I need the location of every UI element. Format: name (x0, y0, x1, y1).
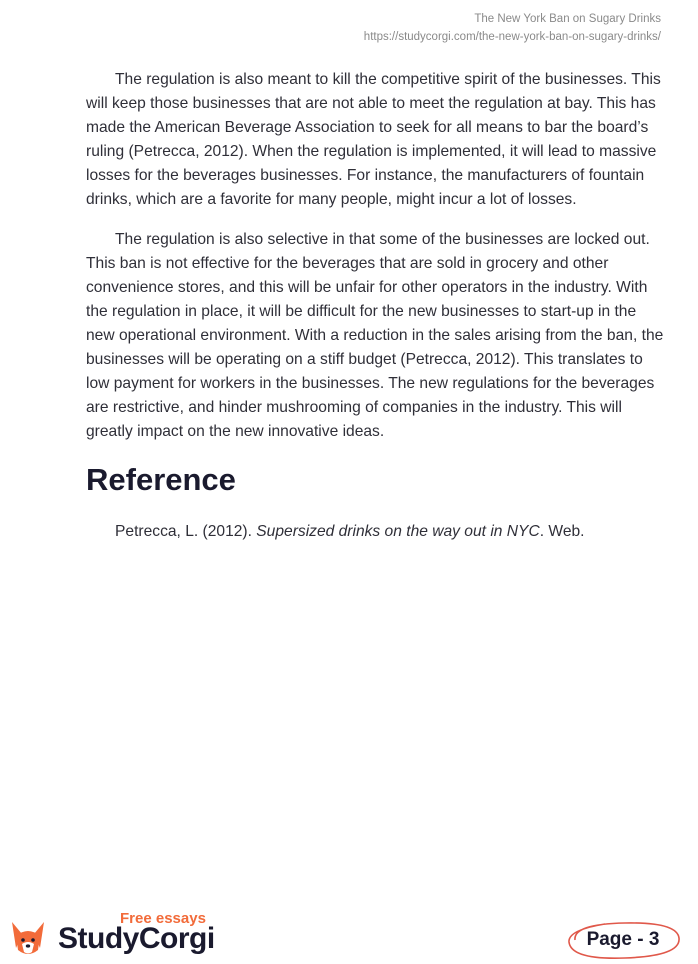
page-number-badge (565, 918, 681, 958)
reference-author: Petrecca, L. (2012). (115, 523, 257, 540)
document-title: The New York Ban on Sugary Drinks (474, 13, 661, 25)
reference-heading: Reference (86, 462, 236, 497)
reference-suffix: . Web. (539, 523, 585, 540)
page-number: Page - 3 (586, 929, 660, 950)
logo-name: StudyCorgi (58, 922, 215, 955)
reference-entry (86, 520, 666, 544)
logo-tagline: Free essays (120, 910, 206, 927)
document-url[interactable]: https://studycorgi.com/the-new-york-ban-on-sugary-drinks/ (363, 31, 661, 43)
body-paragraph-1: The regulation is also meant to kill the competitive spirit of the businesses. This will keep those businesses that are not able to meet the regulation at bay. This has made the American Beverage Association to seek for all means to bar the board’s ruling (Petrecca, 2012). When the regulation is implemented, it will lead to massive losses for the beverages businesses. For instance, the manufacturers of fountain drinks, which are a favorite for many people, might incur a lot of losses. (86, 71, 661, 208)
corgi-icon (8, 918, 48, 958)
document-body (86, 68, 666, 544)
body-paragraph-2: The regulation is also selective in that some of the businesses are locked out. This ban is not effective for the beverages that are sold in grocery and other convenience stores, and this will be unfair for other operators in the industry. With the regulation in place, it will be difficult for the new businesses to start-up in the new operational environment. With a reduction in the sales arising from the ban, the businesses will be operating on a stiff budget (Petrecca, 2012). This translates to low payment for workers in the businesses. The new regulations for the beverages are restrictive, and hinder mushrooming of companies in the industry. This will greatly impact on the new innovative ideas. (86, 231, 664, 440)
page-header (364, 10, 661, 46)
studycorgi-logo[interactable] (8, 908, 228, 958)
reference-title: Supersized drinks on the way out in NYC (256, 523, 540, 540)
